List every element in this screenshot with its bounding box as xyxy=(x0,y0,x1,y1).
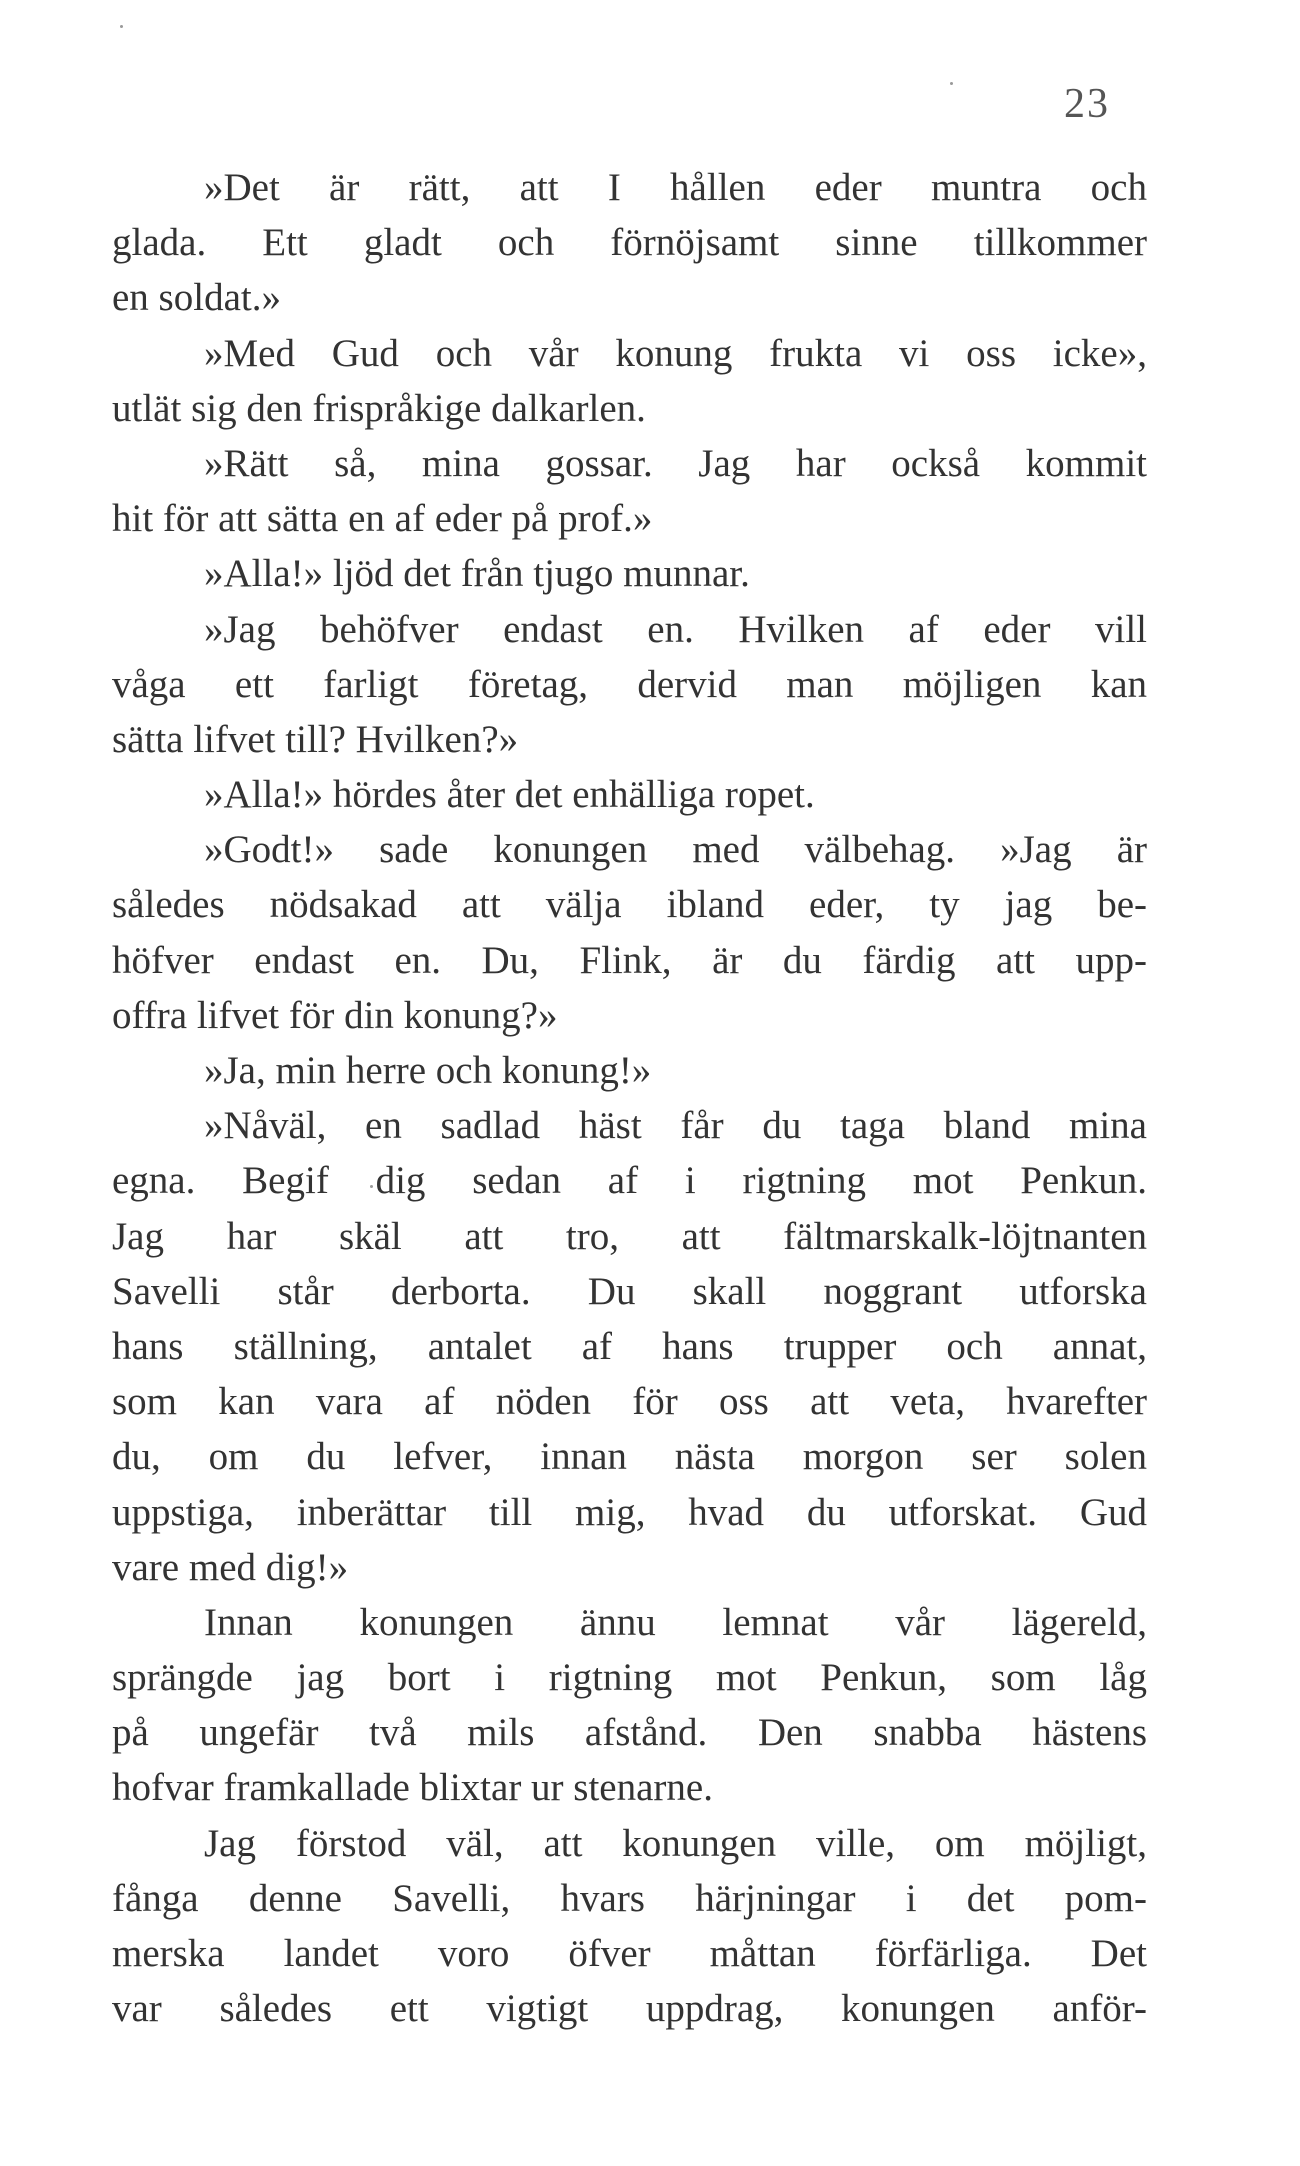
paper-speck xyxy=(950,82,953,85)
paper-speck xyxy=(120,25,123,28)
text-line: höfver endast en. Du, Flink, är du färdig att upp- xyxy=(112,938,1147,982)
text-line: hans ställning, antalet af hans trupper och annat, xyxy=(112,1324,1147,1368)
text-line: Jag har skäl att tro, att fältmarskalk-löjtnanten xyxy=(112,1214,1147,1258)
text-line: sprängde jag bort i rigtning mot Penkun, som låg xyxy=(112,1656,1147,1700)
text-line: utlät sig den frispråkige dalkarlen. xyxy=(112,386,646,430)
page-number: 23 xyxy=(1064,81,1110,127)
text-line: »Med Gud och vår konung frukta vi oss icke», xyxy=(204,331,1147,375)
text-line: en soldat.» xyxy=(112,276,281,320)
text-line: »Jag behöfver endast en. Hvilken af eder vill xyxy=(204,607,1147,651)
text-line: »Rätt så, mina gossar. Jag har också kommit xyxy=(204,441,1147,485)
text-line: »Nåväl, en sadlad häst får du taga bland mina xyxy=(204,1104,1147,1148)
text-line: som kan vara af nöden för oss att veta, hvarefter xyxy=(112,1380,1147,1424)
text-line: glada. Ett gladt och förnöjsamt sinne tillkommer xyxy=(112,221,1147,265)
text-line: Savelli står derborta. Du skall noggrant utforska xyxy=(112,1269,1147,1313)
text-line: »Alla!» hördes åter det enhälliga ropet. xyxy=(204,773,815,817)
body-text xyxy=(112,160,1147,2036)
text-line: våga ett farligt företag, dervid man möjligen kan xyxy=(112,662,1147,706)
text-line: var således ett vigtigt uppdrag, konungen anför- xyxy=(112,1987,1147,2031)
text-line: egna. Begif dig sedan af i rigtning mot Penkun. xyxy=(112,1159,1147,1203)
text-line: »Godt!» sade konungen med välbehag. »Jag är xyxy=(204,828,1147,872)
text-line: hit för att sätta en af eder på prof.» xyxy=(112,497,653,541)
text-line: Jag förstod väl, att konungen ville, om möjligt, xyxy=(204,1821,1147,1865)
text-line: vare med dig!» xyxy=(112,1545,349,1589)
text-line: Innan konungen ännu lemnat vår lägereld, xyxy=(204,1600,1147,1644)
text-line: hofvar framkallade blixtar ur stenarne. xyxy=(112,1766,713,1810)
text-line: uppstiga, inberättar till mig, hvad du utforskat. Gud xyxy=(112,1490,1147,1534)
text-line: »Det är rätt, att I hållen eder muntra och xyxy=(204,166,1147,209)
text-line: »Ja, min herre och konung!» xyxy=(204,1049,652,1092)
text-line: således nödsakad att välja ibland eder, ty jag be- xyxy=(112,883,1147,927)
text-line: sätta lifvet till? Hvilken?» xyxy=(112,717,519,761)
text-line: »Alla!» ljöd det från tjugo munnar. xyxy=(204,552,750,596)
text-line: på ungefär två mils afstånd. Den snabba hästens xyxy=(112,1711,1147,1755)
text-line: offra lifvet för din konung?» xyxy=(112,993,558,1037)
text-line: du, om du lefver, innan nästa morgon ser solen xyxy=(112,1435,1147,1479)
text-line: merska landet voro öfver måttan förfärliga. Det xyxy=(112,1932,1147,1975)
text-line: fånga denne Savelli, hvars härjningar i det pom- xyxy=(112,1876,1147,1920)
